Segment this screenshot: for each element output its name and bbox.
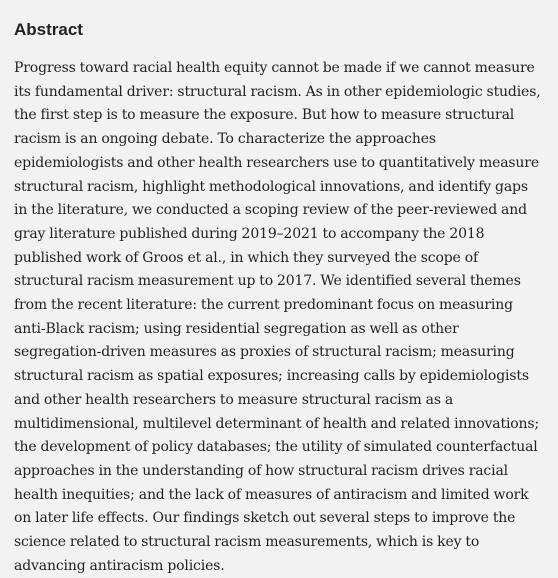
abstract-heading: Abstract: [14, 20, 83, 39]
abstract-body: Progress toward racial health equity cannot be made if we cannot measure its fundamental driver: structural racism. As in other epidemiologic studies, the first step is to measure the exposure. But how to measure structural racism is an ongoing debate. To characterize the approaches epidemiologists and other health researchers use to quantitatively measure structural racism, highlight methodological innovations, and identify gaps in the literature, we conducted a scoping review of the peer-reviewed and gray literature published during 2019–2021 to accompany the 2018 published work of Groos et al., in which they surveyed the scope of structural racism measurement up to 2017. We identified several themes from the recent literature: the current predominant focus on measuring anti-Black racism; using residential segregation as well as other segregation-driven measures as proxies of structural racism; measuring structural racism as spatial exposures; increasing calls by epidemiologists and other health researchers to measure structural racism as a multidimensional, multilevel determinant of health and related innovations; the development of policy databases; the utility of simulated counterfactual approaches in the understanding of how structural racism drives racial health inequities; and the lack of measures of antiracism and limited work on later life effects. Our findings sketch out several steps to improve the science related to structural racism measurements, which is key to advancing antiracism policies.: [14, 60, 541, 574]
